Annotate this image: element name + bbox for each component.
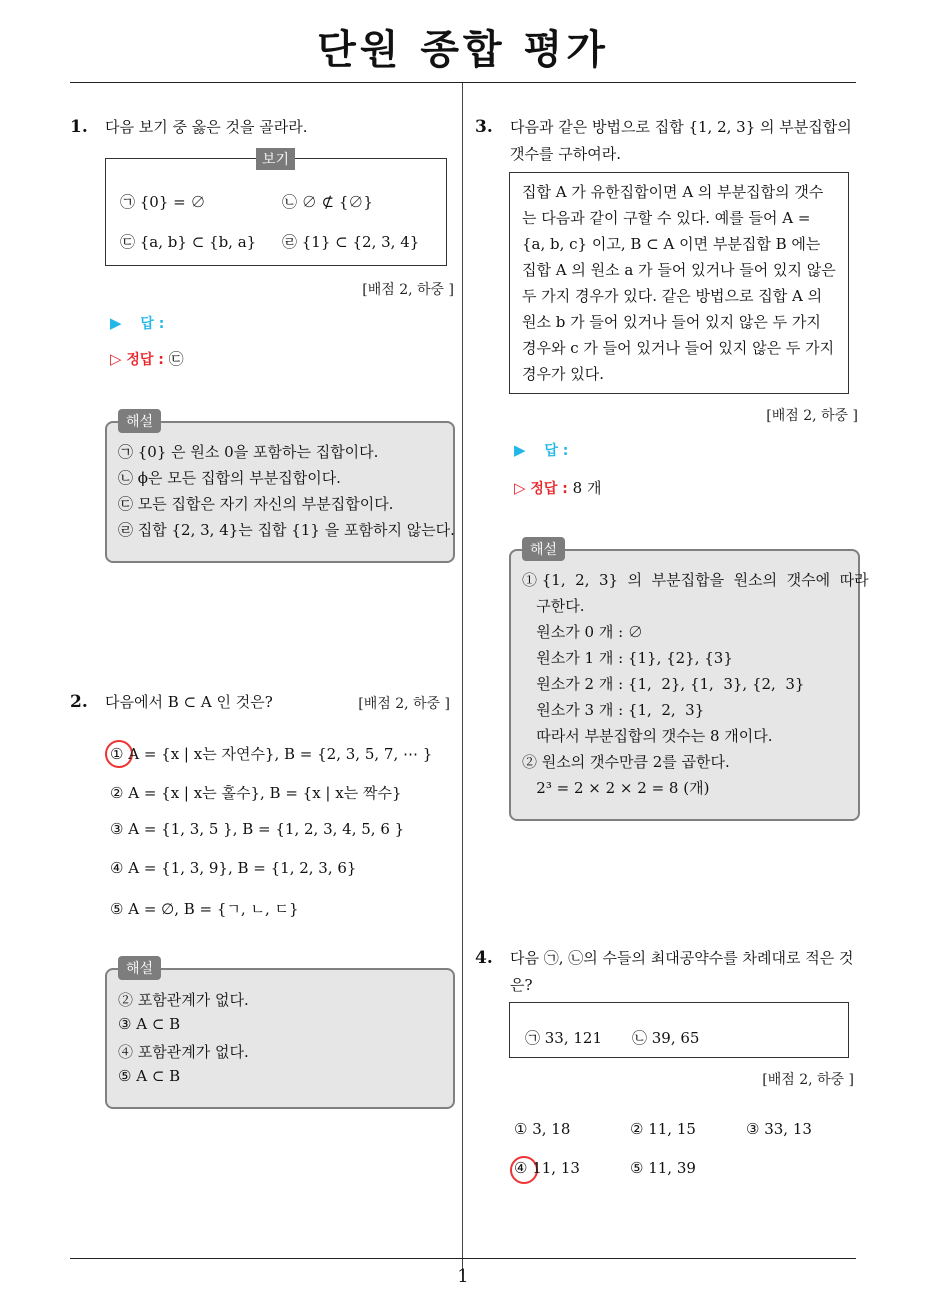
q2-score: [배점 2, 하중 ] (358, 696, 450, 712)
q1-bogi-label: 보기 (256, 148, 295, 170)
q2-expl-line: ② 포함관계가 없다. (118, 991, 249, 1009)
q3-info-line: 경우와 c 가 들어 있거나 들어 있지 않은 두 가지 (522, 339, 835, 357)
q3-text-line: 다음과 같은 방법으로 집합 {1, 2, 3} 의 부분집합의 (510, 118, 852, 136)
q3-info-line: 집합 A 의 원소 a 가 들어 있거나 들어 있지 않은 (522, 261, 836, 279)
q2-choice[interactable]: ⑤ A = ∅, B = {ㄱ, ㄴ, ㄷ} (110, 900, 299, 918)
q1-bogi-item: ㉠ {0} = ∅ (120, 193, 206, 211)
q2-expl-line: ③ A ⊂ B (118, 1015, 181, 1033)
q3-score: [배점 2, 하중 ] (766, 408, 858, 424)
q3-expl-line: ② 원소의 갯수만큼 2를 곱한다. (522, 753, 730, 771)
q3-expl-line: 원소가 0 개 : ∅ (522, 623, 643, 641)
answer-label: 답 : (544, 443, 569, 459)
q3-info-line: {a, b, c} 이고, B ⊂ A 이면 부분집합 B 에는 (522, 235, 821, 253)
correct-value: ㉢ (168, 350, 184, 368)
q2-choice[interactable]: ② A = {x | x는 홀수}, B = {x | x는 짝수} (110, 784, 402, 802)
q2-expl-line: ④ 포함관계가 없다. (118, 1043, 249, 1061)
correct-label: 정답 : (126, 352, 164, 368)
triangle-outline-icon: ▷ (110, 350, 122, 368)
q3-info-line: 집합 A 가 유한집합이면 A 의 부분집합의 갯수 (522, 183, 824, 201)
header-rule (70, 82, 856, 83)
q1-answer-row (110, 313, 164, 333)
q2-choice[interactable]: ③ A = {1, 3, 5 }, B = {1, 2, 3, 4, 5, 6 } (110, 820, 405, 838)
q1-correct-row (110, 348, 184, 369)
q1-bogi-item: ㉣ {1} ⊂ {2, 3, 4} (282, 233, 420, 251)
q1-expl-line: ㉣ 집합 {2, 3, 4}는 집합 {1} 을 포함하지 않는다. (118, 521, 455, 539)
answer-label: 답 : (140, 316, 165, 332)
triangle-outline-icon: ▷ (514, 479, 526, 497)
q4-text-line: 은? (510, 976, 533, 994)
q1-number: 1. (70, 117, 88, 137)
q1-bogi-item: ㉡ ∅ ⊄ {∅} (282, 193, 373, 211)
q4-box-item: ㉠ 33, 121 (525, 1029, 603, 1047)
correct-value: 8 개 (572, 479, 602, 497)
q4-choice[interactable]: ① 3, 18 (514, 1120, 571, 1138)
q3-expl-line: 원소가 3 개 : {1, 2, 3} (522, 701, 705, 719)
q1-score: [배점 2, 하중 ] (362, 282, 454, 298)
q3-expl-line: 따라서 부분집합의 갯수는 8 개이다. (522, 727, 773, 745)
q3-expl-line: 구한다. (522, 597, 585, 615)
q3-info-line: 경우가 있다. (522, 365, 604, 383)
q1-expl-line: ㉢ 모든 집합은 자기 자신의 부분집합이다. (118, 495, 394, 513)
q2-explanation-label: 해설 (118, 956, 161, 980)
play-icon: ▶ (110, 314, 122, 332)
q3-expl-line: 2³ = 2 × 2 × 2 = 8 (개) (522, 779, 710, 797)
q2-choice[interactable]: ① A = {x | x는 자연수}, B = {2, 3, 5, 7, ⋯ } (110, 745, 433, 763)
q2-text: 다음에서 B ⊂ A 인 것은? (105, 693, 273, 711)
column-divider (462, 83, 463, 1275)
q3-text-line: 갯수를 구하여라. (510, 145, 621, 163)
q3-expl-line: 원소가 1 개 : {1}, {2}, {3} (522, 649, 733, 667)
q4-text-line: 다음 ㉠, ㉡의 수들의 최대공약수를 차례대로 적은 것 (510, 949, 854, 967)
q4-score: [배점 2, 하중 ] (762, 1072, 854, 1088)
q2-number: 2. (70, 692, 88, 712)
q3-info-text (522, 179, 838, 387)
q1-expl-line: ㉠ {0} 은 원소 0을 포함하는 집합이다. (118, 443, 379, 461)
q1-bogi-item: ㉢ {a, b} ⊂ {b, a} (120, 233, 257, 251)
q3-correct-row (514, 477, 601, 498)
q4-choice[interactable]: ④ 11, 13 (514, 1159, 580, 1177)
q4-choice[interactable]: ② 11, 15 (630, 1120, 696, 1138)
q1-expl-line: ㉡ ϕ은 모든 집합의 부분집합이다. (118, 469, 341, 487)
correct-label: 정답 : (530, 481, 568, 497)
q3-number: 3. (475, 117, 493, 137)
q3-info-line: 원소 b 가 들어 있거나 들어 있지 않은 두 가지 (522, 313, 821, 331)
q3-explanation-label: 해설 (522, 537, 565, 561)
q3-expl-line: ① {1, 2, 3} 의 부분집합을 원소의 갯수에 따라 (522, 571, 869, 589)
q4-choice[interactable]: ③ 33, 13 (746, 1120, 812, 1138)
page-number: 1 (457, 1266, 469, 1287)
q2-expl-line: ⑤ A ⊂ B (118, 1067, 181, 1085)
q2-choice[interactable]: ④ A = {1, 3, 9}, B = {1, 2, 3, 6} (110, 859, 357, 877)
q4-number: 4. (475, 948, 493, 968)
q3-info-line: 두 가지 경우가 있다. 같은 방법으로 집합 A 의 (522, 287, 823, 305)
q3-info-line: 는 다음과 같이 구할 수 있다. 예를 들어 A = (522, 209, 811, 227)
q1-explanation-label: 해설 (118, 409, 161, 433)
q4-choice[interactable]: ⑤ 11, 39 (630, 1159, 696, 1177)
q3-answer-row (514, 440, 568, 460)
play-icon: ▶ (514, 441, 526, 459)
q1-text: 다음 보기 중 옳은 것을 골라라. (105, 118, 308, 136)
q3-expl-line: 원소가 2 개 : {1, 2}, {1, 3}, {2, 3} (522, 675, 805, 693)
page-title: 단원 종합 평가 (317, 27, 609, 73)
footer-rule (70, 1258, 856, 1259)
q4-box-item: ㉡ 39, 65 (632, 1029, 700, 1047)
